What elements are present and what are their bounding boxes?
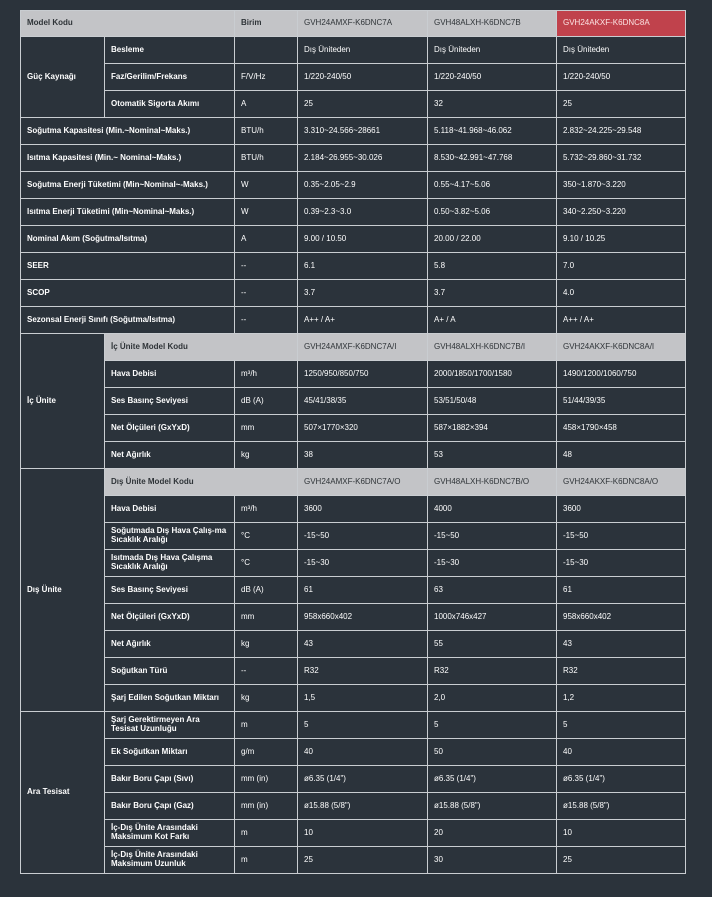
row-value: 5.732~29.860~31.732	[557, 145, 686, 172]
row-label: Ses Basınç Seviyesi	[105, 577, 235, 604]
row-label: Ses Basınç Seviyesi	[105, 388, 235, 415]
table-row	[21, 91, 686, 118]
table-row	[21, 37, 686, 64]
row-label: Şarj Gerektirmeyen Ara Tesisat Uzunluğu	[105, 712, 235, 739]
row-value: 55	[428, 631, 557, 658]
table-row	[21, 793, 686, 820]
table-row	[21, 64, 686, 91]
row-value: 6.1	[298, 253, 428, 280]
row-value: 63	[428, 577, 557, 604]
table-row	[21, 604, 686, 631]
row-label: Hava Debisi	[105, 496, 235, 523]
row-value: 5.8	[428, 253, 557, 280]
row-label: Otomatik Sigorta Akımı	[105, 91, 235, 118]
row-unit	[235, 37, 298, 64]
row-value: -15~50	[298, 523, 428, 550]
row-value: 1250/950/850/750	[298, 361, 428, 388]
row-value: 43	[298, 631, 428, 658]
row-value: 458×1790×458	[557, 415, 686, 442]
row-value: 3.7	[298, 280, 428, 307]
table-row	[21, 253, 686, 280]
row-unit: kg	[235, 685, 298, 712]
row-label: İç-Dış Ünite Arasındaki Maksimum Uzunluk	[105, 847, 235, 874]
row-value: R32	[298, 658, 428, 685]
model-header-1: GVH24AMXF-K6DNC7A	[298, 11, 428, 37]
row-label: İç-Dış Ünite Arasındaki Maksimum Kot Farkı	[105, 820, 235, 847]
row-label: Soğutkan Türü	[105, 658, 235, 685]
row-value: 3.7	[428, 280, 557, 307]
row-value: R32	[557, 658, 686, 685]
row-unit: dB (A)	[235, 577, 298, 604]
row-value: 7.0	[557, 253, 686, 280]
row-unit: F/V/Hz	[235, 64, 298, 91]
table-row	[21, 523, 686, 550]
row-unit: A	[235, 91, 298, 118]
table-row	[21, 361, 686, 388]
row-label: Hava Debisi	[105, 361, 235, 388]
row-value: -15~30	[557, 550, 686, 577]
table-row	[21, 145, 686, 172]
row-label: SCOP	[21, 280, 235, 307]
row-value: ø15.88 (5/8")	[298, 793, 428, 820]
row-value: ø15.88 (5/8")	[557, 793, 686, 820]
row-unit: --	[235, 253, 298, 280]
row-unit: °C	[235, 523, 298, 550]
row-value: 30	[428, 847, 557, 874]
row-value: ø6.35 (1/4")	[298, 766, 428, 793]
indoor-model-code: GVH24AMXF-K6DNC7A/I	[298, 334, 428, 361]
row-value: 958x660x402	[557, 604, 686, 631]
row-label: Isıtmada Dış Hava Çalışma Sıcaklık Aralığı	[105, 550, 235, 577]
row-label: SEER	[21, 253, 235, 280]
row-unit: m	[235, 847, 298, 874]
table-row	[21, 496, 686, 523]
table-row	[21, 442, 686, 469]
row-value: -15~30	[298, 550, 428, 577]
row-value: 3600	[298, 496, 428, 523]
row-value: ø15.88 (5/8")	[428, 793, 557, 820]
table-row	[21, 577, 686, 604]
outdoor-model-code: GVH48ALXH-K6DNC7B/O	[428, 469, 557, 496]
row-unit: °C	[235, 550, 298, 577]
row-label: Net Ölçüleri (GxYxD)	[105, 604, 235, 631]
row-unit: mm	[235, 604, 298, 631]
row-value: 5	[428, 712, 557, 739]
row-value: -15~50	[428, 523, 557, 550]
row-unit: m	[235, 712, 298, 739]
row-value: 38	[298, 442, 428, 469]
spec-table	[20, 10, 686, 874]
row-value: 48	[557, 442, 686, 469]
row-unit: --	[235, 658, 298, 685]
table-row	[21, 334, 686, 361]
row-label: Ek Soğutkan Miktarı	[105, 739, 235, 766]
table-row	[21, 388, 686, 415]
row-value: 1,5	[298, 685, 428, 712]
row-value: 50	[428, 739, 557, 766]
row-value: 3600	[557, 496, 686, 523]
group-label-indoor: İç Ünite	[21, 334, 105, 469]
row-value: 10	[298, 820, 428, 847]
row-unit: BTU/h	[235, 118, 298, 145]
row-label: Net Ağırlık	[105, 442, 235, 469]
row-value: 1,2	[557, 685, 686, 712]
group-label-piping: Ara Tesisat	[21, 712, 105, 874]
model-code-header: Model Kodu	[21, 11, 235, 37]
model-header-3-highlight: GVH24AKXF-K6DNC8A	[557, 11, 686, 37]
row-value: 1/220-240/50	[557, 64, 686, 91]
row-unit: W	[235, 172, 298, 199]
table-row	[21, 469, 686, 496]
row-value: 2000/1850/1700/1580	[428, 361, 557, 388]
row-label: Bakır Boru Çapı (Gaz)	[105, 793, 235, 820]
outdoor-model-code: GVH24AKXF-K6DNC8A/O	[557, 469, 686, 496]
row-value: 9.00 / 10.50	[298, 226, 428, 253]
row-value: 40	[557, 739, 686, 766]
row-value: 1490/1200/1060/750	[557, 361, 686, 388]
outdoor-model-code: GVH24AMXF-K6DNC7A/O	[298, 469, 428, 496]
unit-header: Birim	[235, 11, 298, 37]
row-value: Dış Üniteden	[428, 37, 557, 64]
row-value: 1/220-240/50	[298, 64, 428, 91]
table-row	[21, 739, 686, 766]
row-unit: mm (in)	[235, 766, 298, 793]
indoor-model-label: İç Ünite Model Kodu	[105, 334, 298, 361]
row-unit: m³/h	[235, 496, 298, 523]
row-value: 40	[298, 739, 428, 766]
row-value: 9.10 / 10.25	[557, 226, 686, 253]
row-label: Faz/Gerilim/Frekans	[105, 64, 235, 91]
row-label: Net Ölçüleri (GxYxD)	[105, 415, 235, 442]
row-value: 587×1882×394	[428, 415, 557, 442]
row-value: 4.0	[557, 280, 686, 307]
row-value: 1000x746x427	[428, 604, 557, 631]
row-value: 2.832~24.225~29.548	[557, 118, 686, 145]
row-label: Şarj Edilen Soğutkan Miktarı	[105, 685, 235, 712]
row-value: 0.55~4.17~5.06	[428, 172, 557, 199]
group-label-power: Güç Kaynağı	[21, 37, 105, 118]
row-value: 25	[557, 91, 686, 118]
row-unit: kg	[235, 442, 298, 469]
row-value: -15~50	[557, 523, 686, 550]
row-label: Bakır Boru Çapı (Sıvı)	[105, 766, 235, 793]
row-value: A+ / A	[428, 307, 557, 334]
row-unit: dB (A)	[235, 388, 298, 415]
row-value: 958x660x402	[298, 604, 428, 631]
indoor-model-code: GVH24AKXF-K6DNC8A/I	[557, 334, 686, 361]
row-value: -15~30	[428, 550, 557, 577]
row-unit: BTU/h	[235, 145, 298, 172]
row-value: 45/41/38/35	[298, 388, 428, 415]
row-value: A++ / A+	[298, 307, 428, 334]
row-value: A++ / A+	[557, 307, 686, 334]
table-row	[21, 172, 686, 199]
row-value: 25	[557, 847, 686, 874]
table-row	[21, 766, 686, 793]
group-label-outdoor: Dış Ünite	[21, 469, 105, 712]
row-value: Dış Üniteden	[557, 37, 686, 64]
row-label: Net Ağırlık	[105, 631, 235, 658]
row-value: 3.310~24.566~28661	[298, 118, 428, 145]
row-value: R32	[428, 658, 557, 685]
table-row	[21, 631, 686, 658]
row-unit: kg	[235, 631, 298, 658]
row-unit: W	[235, 199, 298, 226]
row-label: Isıtma Kapasitesi (Min.~ Nominal~Maks.)	[21, 145, 235, 172]
indoor-model-code: GVH48ALXH-K6DNC7B/I	[428, 334, 557, 361]
row-value: 0.50~3.82~5.06	[428, 199, 557, 226]
row-unit: mm	[235, 415, 298, 442]
row-value: 0.39~2.3~3.0	[298, 199, 428, 226]
table-row	[21, 658, 686, 685]
row-value: 0.35~2.05~2.9	[298, 172, 428, 199]
table-row	[21, 550, 686, 577]
table-row	[21, 226, 686, 253]
row-unit: --	[235, 280, 298, 307]
table-row	[21, 820, 686, 847]
row-value: 61	[298, 577, 428, 604]
row-unit: m³/h	[235, 361, 298, 388]
row-label: Soğutma Kapasitesi (Min.~Nominal~Maks.)	[21, 118, 235, 145]
row-value: 507×1770×320	[298, 415, 428, 442]
table-row	[21, 712, 686, 739]
row-label: Soğutma Enerji Tüketimi (Min~Nominal~-Maks.)	[21, 172, 235, 199]
row-value: ø6.35 (1/4")	[557, 766, 686, 793]
row-value: 5	[557, 712, 686, 739]
row-label: Nominal Akım (Soğutma/Isıtma)	[21, 226, 235, 253]
row-label: Besleme	[105, 37, 235, 64]
row-value: 1/220-240/50	[428, 64, 557, 91]
row-unit: g/m	[235, 739, 298, 766]
table-row	[21, 685, 686, 712]
row-unit: A	[235, 226, 298, 253]
model-header-2: GVH48ALXH-K6DNC7B	[428, 11, 557, 37]
row-value: 340~2.250~3.220	[557, 199, 686, 226]
table-row	[21, 280, 686, 307]
row-value: 25	[298, 847, 428, 874]
row-value: 5.118~41.968~46.062	[428, 118, 557, 145]
row-value: 43	[557, 631, 686, 658]
row-value: 53/51/50/48	[428, 388, 557, 415]
row-value: 350~1.870~3.220	[557, 172, 686, 199]
table-row	[21, 199, 686, 226]
table-row	[21, 118, 686, 145]
row-value: 2.184~26.955~30.026	[298, 145, 428, 172]
row-value: 51/44/39/35	[557, 388, 686, 415]
row-value: 4000	[428, 496, 557, 523]
table-row	[21, 847, 686, 874]
row-value: 20	[428, 820, 557, 847]
row-value: ø6.35 (1/4")	[428, 766, 557, 793]
table-row	[21, 307, 686, 334]
row-value: 20.00 / 22.00	[428, 226, 557, 253]
row-value: 53	[428, 442, 557, 469]
table-row	[21, 415, 686, 442]
row-value: 25	[298, 91, 428, 118]
row-unit: mm (in)	[235, 793, 298, 820]
row-unit: --	[235, 307, 298, 334]
row-value: 8.530~42.991~47.768	[428, 145, 557, 172]
row-value: 32	[428, 91, 557, 118]
row-label: Isıtma Enerji Tüketimi (Min~Nominal~Maks.)	[21, 199, 235, 226]
outdoor-model-label: Dış Ünite Model Kodu	[105, 469, 298, 496]
row-label: Soğutmada Dış Hava Çalış-ma Sıcaklık Aralığı	[105, 523, 235, 550]
row-label: Sezonsal Enerji Sınıfı (Soğutma/Isıtma)	[21, 307, 235, 334]
row-value: 5	[298, 712, 428, 739]
row-unit: m	[235, 820, 298, 847]
row-value: 10	[557, 820, 686, 847]
row-value: Dış Üniteden	[298, 37, 428, 64]
header-row	[21, 11, 686, 37]
row-value: 2,0	[428, 685, 557, 712]
row-value: 61	[557, 577, 686, 604]
